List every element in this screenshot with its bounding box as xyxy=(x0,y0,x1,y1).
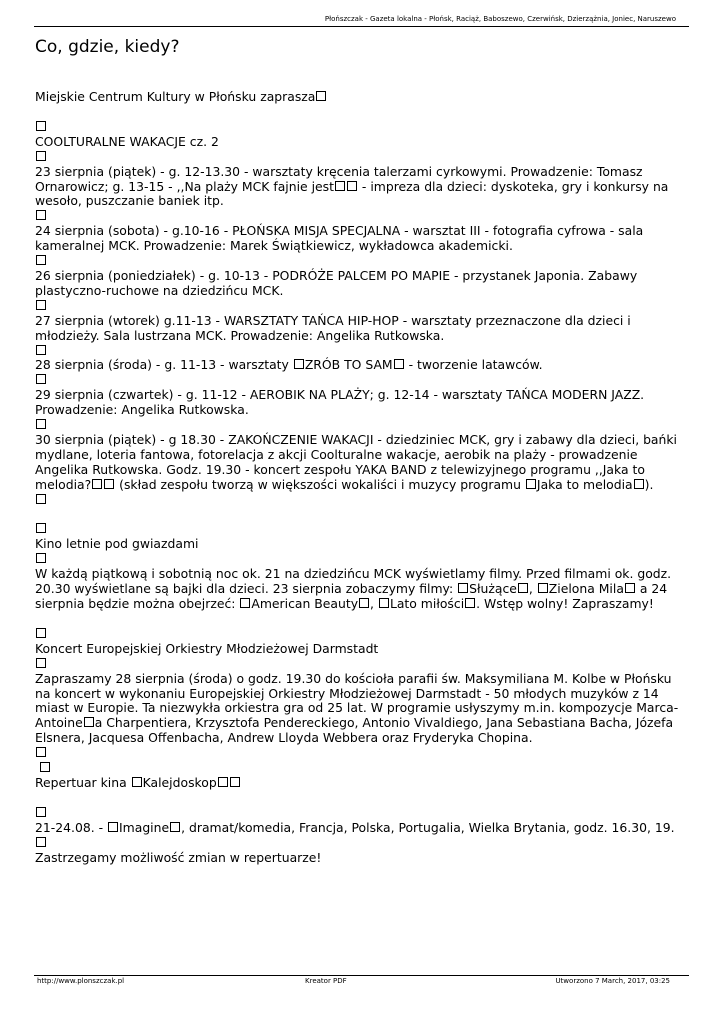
missing-glyph-icon xyxy=(36,300,46,310)
missing-glyph-icon xyxy=(108,822,118,832)
missing-glyph-icon xyxy=(36,747,46,757)
missing-glyph-icon xyxy=(379,598,389,608)
missing-glyph-icon xyxy=(104,479,114,489)
missing-glyph-icon xyxy=(359,598,369,608)
kino-heading: Kino letnie pod gwiazdami xyxy=(35,536,199,552)
repertuar-note: Zastrzegamy możliwość zmian w repertuarze! xyxy=(35,849,322,865)
missing-glyph-icon xyxy=(218,777,228,787)
missing-glyph-icon xyxy=(394,359,404,369)
missing-glyph-icon xyxy=(335,181,345,191)
footer-url-link[interactable]: http://www.plonszczak.pl xyxy=(37,977,125,985)
missing-glyph-icon xyxy=(36,210,46,220)
missing-glyph-icon xyxy=(132,777,142,787)
missing-glyph-icon xyxy=(230,777,240,787)
missing-glyph-icon xyxy=(36,121,46,131)
missing-glyph-icon xyxy=(36,151,46,161)
missing-glyph-icon xyxy=(465,598,475,608)
missing-glyph-icon xyxy=(634,479,644,489)
repertuar-heading: Repertuar kina Kalejdoskop xyxy=(35,776,690,791)
wakacje-event: 26 sierpnia (poniedziałek) - g. 10-13 - PODRÓŻE PALCEM PO MAPIE - przystanek Japonia. Zabawy plastyczno-ruchowe na dziedzińcu MCK. xyxy=(35,267,638,298)
missing-glyph-icon xyxy=(36,658,46,668)
missing-glyph-icon xyxy=(518,583,528,593)
wakacje-event: 24 sierpnia (sobota) - g.10-16 - PŁOŃSKA MISJA SPECJALNA - warsztat III - fotografia cyfrowa - sala kameralnej MCK. Prowadzenie: Marek Świątkiewicz, wykładowca akademicki. xyxy=(35,223,644,254)
missing-glyph-icon xyxy=(92,479,102,489)
missing-glyph-icon xyxy=(625,583,635,593)
missing-glyph-icon xyxy=(40,762,50,772)
koncert-text: Zapraszamy 28 sierpnia (środa) o godz. 19.30 do kościoła parafii św. Maksymiliana M. Kolbe w Płońsku na koncert w wykonaniu Europejskiej Orkiestry Młodzieżowej Darmstadt - 50 młodych muzyków z 14 miast w Europie. Ta niezwykła orkiestra gra od 25 lat. W programie usłyszymy m.in. kompozycje Marca-Antoine a Charpentiera, Krzysztofa Pendereckiego, Antonio Vivaldiego, Jana Sebastiana Bacha, Józefa Elsnera, Jacquesa Offenbacha, Andrew Lloyda Webbera oraz Fryderyka Chopina. xyxy=(35,670,679,746)
koncert-heading: Koncert Europejskiej Orkiestry Młodzieżowej Darmstadt xyxy=(35,640,379,656)
missing-glyph-icon xyxy=(538,583,548,593)
missing-glyph-icon xyxy=(36,494,46,504)
missing-glyph-icon xyxy=(170,822,180,832)
missing-glyph-icon xyxy=(36,837,46,847)
missing-glyph-icon xyxy=(526,479,536,489)
missing-glyph-icon xyxy=(347,181,357,191)
missing-glyph-icon xyxy=(36,628,46,638)
wakacje-event: 30 sierpnia (piątek) - g 18.30 - ZAKOŃCZENIE WAKACJI - dziedziniec MCK, gry i zabawy dla dzieci, bańki mydlane, loteria fantowa, fotorelacja z akcji Coolturalne wakacje, aerobik na plaży - prowadzenie Angelika Rutkowska. Godz. 19.30 - koncert zespołu YAKA BAND z telewizyjnego programu ,,Jaka to melodia? (skład zespołu tworzą w większości wokaliści i muzycy programu Jaka to melodia ). xyxy=(35,431,677,492)
wakacje-heading: COOLTURALNE WAKACJE cz. 2 xyxy=(35,133,219,149)
missing-glyph-icon xyxy=(36,419,46,429)
missing-glyph-icon xyxy=(294,359,304,369)
repertuar-entry: 21-24.08. - Imagine , dramat/komedia, Francja, Polska, Portugalia, Wielka Brytania, godz. 16.30, 19. xyxy=(35,819,675,835)
wakacje-event: 23 sierpnia (piątek) - g. 12-13.30 - warsztaty kręcenia talerzami cyrkowymi. Prowadzenie: Tomasz Ornarowicz; g. 13-15 - ,,Na plaży MCK fajnie jest - impreza dla dzieci: dyskoteka, gry i konkursy na wesoło, puszczanie baniek itp. xyxy=(35,163,669,209)
header-rule xyxy=(34,26,689,27)
missing-glyph-icon xyxy=(36,255,46,265)
wakacje-event: 29 sierpnia (czwartek) - g. 11-12 - AEROBIK NA PLAŻY; g. 12-14 - warsztaty TAŃCA MODERN JAZZ. Prowadzenie: Angelika Rutkowska. xyxy=(35,387,645,418)
missing-glyph-icon xyxy=(240,598,250,608)
missing-glyph-icon xyxy=(36,807,46,817)
article-body xyxy=(35,90,690,866)
footer-generator: Kreator PDF xyxy=(305,977,347,985)
missing-glyph-icon xyxy=(36,374,46,384)
footer-created: Utworzono 7 March, 2017, 03:25 xyxy=(555,977,670,985)
wakacje-event: 27 sierpnia (wtorek) g.11-13 - WARSZTATY TAŃCA HIP-HOP - warsztaty przeznaczone dla dzieci i młodzieży. Sala lustrzana MCK. Prowadzenie: Angelika Rutkowska. xyxy=(35,312,631,343)
page-title: Co, gdzie, kiedy? xyxy=(35,37,180,57)
header-site-line: Płońszczak - Gazeta lokalna - Płońsk, Raciąż, Baboszewo, Czerwińsk, Dzierzążnia, Joniec, Naruszewo xyxy=(324,15,676,23)
footer-rule xyxy=(34,975,689,976)
intro-line: Miejskie Centrum Kultury w Płońsku zaprasza xyxy=(35,90,690,105)
wakacje-event: 28 sierpnia (środa) - g. 11-13 - warsztaty ZRÓB TO SAM - tworzenie latawców. xyxy=(35,357,543,373)
missing-glyph-icon xyxy=(36,345,46,355)
missing-glyph-icon xyxy=(36,523,46,533)
missing-glyph-icon xyxy=(84,717,94,727)
missing-glyph-icon xyxy=(36,553,46,563)
missing-glyph-icon xyxy=(458,583,468,593)
missing-glyph-icon xyxy=(316,91,326,101)
kino-text: W każdą piątkową i sobotnią noc ok. 21 na dziedzińcu MCK wyświetlamy filmy. Przed filmami ok. godz. 20.30 wyświetlane są bajki dla dzieci. 23 sierpnia zobaczymy filmy: Służące , Zielona Mila a 24 sierpnia będzie można obejrzeć: American Beauty , Lato miłości . Wstęp wolny! Zapraszamy! xyxy=(35,566,672,611)
